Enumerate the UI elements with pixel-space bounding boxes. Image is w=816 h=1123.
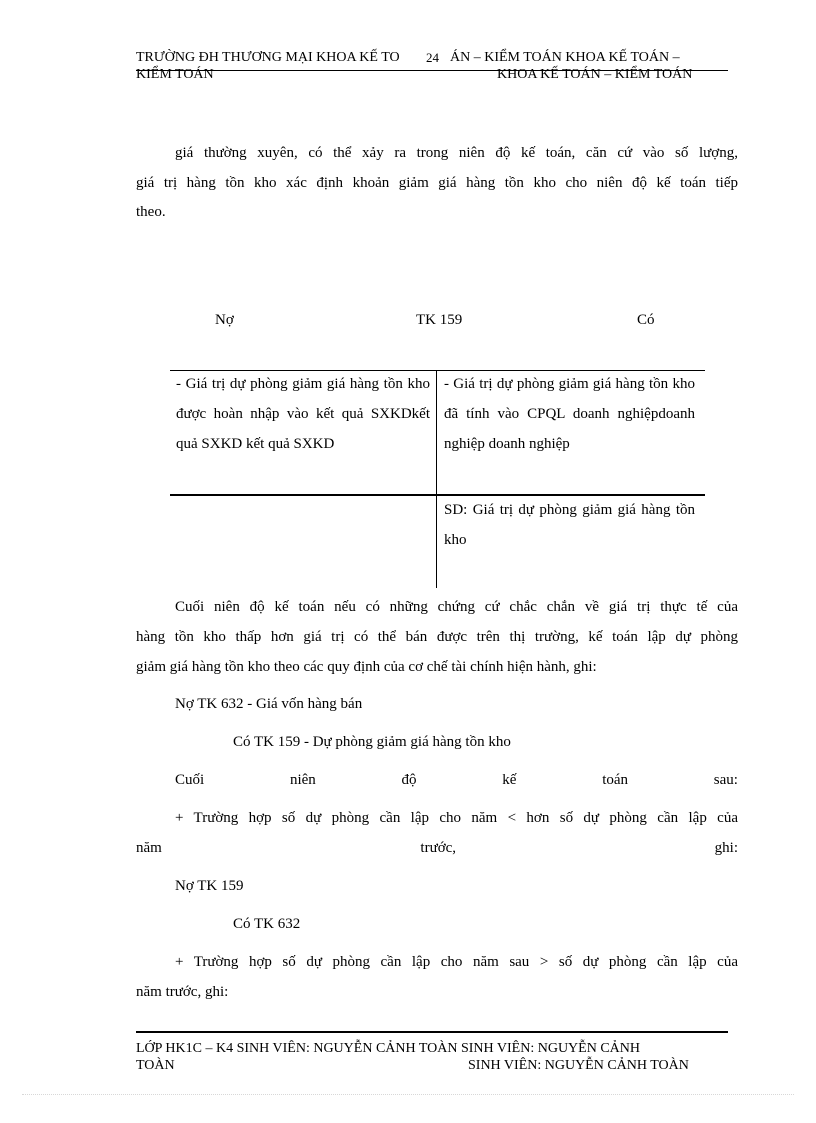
entry2-credit: Có TK 632 bbox=[233, 916, 301, 932]
p1-line1: Cuối niên độ kế toán nếu có những chứng cứ chắc chắn về giá trị thực tế của bbox=[175, 599, 738, 615]
footer-rule bbox=[136, 1031, 728, 1033]
p2-word: độ bbox=[401, 772, 417, 788]
case1-line1: + Trường hợp số dự phòng cần lập cho năm < hơn số dự phòng cần lập của bbox=[175, 810, 738, 826]
t-account-credit-balance: SD: Giá trị dự phòng giảm giá hàng tồn kho bbox=[444, 502, 695, 548]
case1-line2 bbox=[136, 833, 738, 863]
t-account-debit-label: Nợ bbox=[215, 312, 234, 328]
p2-word: sau: bbox=[713, 772, 738, 788]
t-account-credit-label: Có bbox=[637, 312, 655, 328]
p2-word: Cuối bbox=[175, 772, 205, 788]
header-rule bbox=[136, 70, 728, 71]
p2-word: niên bbox=[289, 772, 316, 788]
case2-line2: năm trước, ghi: bbox=[136, 984, 229, 1000]
p2-line bbox=[175, 765, 738, 795]
t-account-credit-entry: - Giá trị dự phòng giảm giá hàng tồn kho đã tính vào CPQL doanh nghiệpdoanh nghiệp doanh nghiệp bbox=[444, 376, 695, 452]
header-right-line2: KHOA KẾ TOÁN – KIỂM TOÁN bbox=[497, 67, 693, 82]
p2-word: kế bbox=[502, 772, 517, 788]
footer-line1: LỚP HK1C – K4 SINH VIÊN: NGUYỄN CẢNH TOÀN SINH VIÊN: NGUYỄN CẢNH bbox=[136, 1041, 640, 1056]
intro-line3: theo. bbox=[136, 204, 166, 220]
case1-word: năm bbox=[136, 840, 162, 856]
t-account-title: TK 159 bbox=[416, 312, 463, 328]
intro-line1: giá thường xuyên, có thể xảy ra trong niên độ kế toán, căn cứ vào số lượng, bbox=[175, 145, 738, 161]
page-number: 24 bbox=[426, 50, 439, 65]
p1-line2: hàng tồn kho thấp hơn giá trị có thể bán được trên thị trường, kế toán lập dự phòng bbox=[136, 629, 738, 645]
p2-word: toán bbox=[602, 772, 629, 788]
case2-line1: + Trường hợp số dự phòng cần lập cho năm sau > số dự phòng cần lập của bbox=[175, 954, 738, 970]
case1-word: trước, bbox=[420, 840, 457, 856]
t-account-debit-entry: - Giá trị dự phòng giảm giá hàng tồn kho được hoàn nhập vào kết quả SXKDkết quả SXKD kết quả SXKD bbox=[176, 376, 430, 452]
header-left-line2: KIỂM TOÁN bbox=[136, 67, 214, 82]
entry1-debit: Nợ TK 632 - Giá vốn hàng bán bbox=[175, 696, 363, 712]
entry1-credit: Có TK 159 - Dự phòng giảm giá hàng tồn kho bbox=[233, 734, 511, 750]
t-account-divider bbox=[436, 370, 437, 588]
intro-line2: giá trị hàng tồn kho xác định khoản giảm giá hàng tồn kho cho niên độ kế toán tiếp bbox=[136, 175, 738, 191]
p1-line3: giảm giá hàng tồn kho theo các quy định của cơ chế tài chính hiện hành, ghi: bbox=[136, 659, 597, 675]
header-right-line1: ÁN – KIỂM TOÁN KHOA KẾ TOÁN – bbox=[450, 50, 680, 65]
footer-line2-right: SINH VIÊN: NGUYỄN CẢNH TOÀN bbox=[468, 1058, 689, 1073]
page-bottom-edge bbox=[22, 1094, 794, 1095]
entry2-debit: Nợ TK 159 bbox=[175, 878, 244, 894]
header-left-line1: TRƯỜNG ĐH THƯƠNG MẠI KHOA KẾ TO bbox=[136, 50, 400, 65]
footer-line2-left: TOÀN bbox=[136, 1058, 175, 1073]
case1-word: ghi: bbox=[714, 840, 738, 856]
